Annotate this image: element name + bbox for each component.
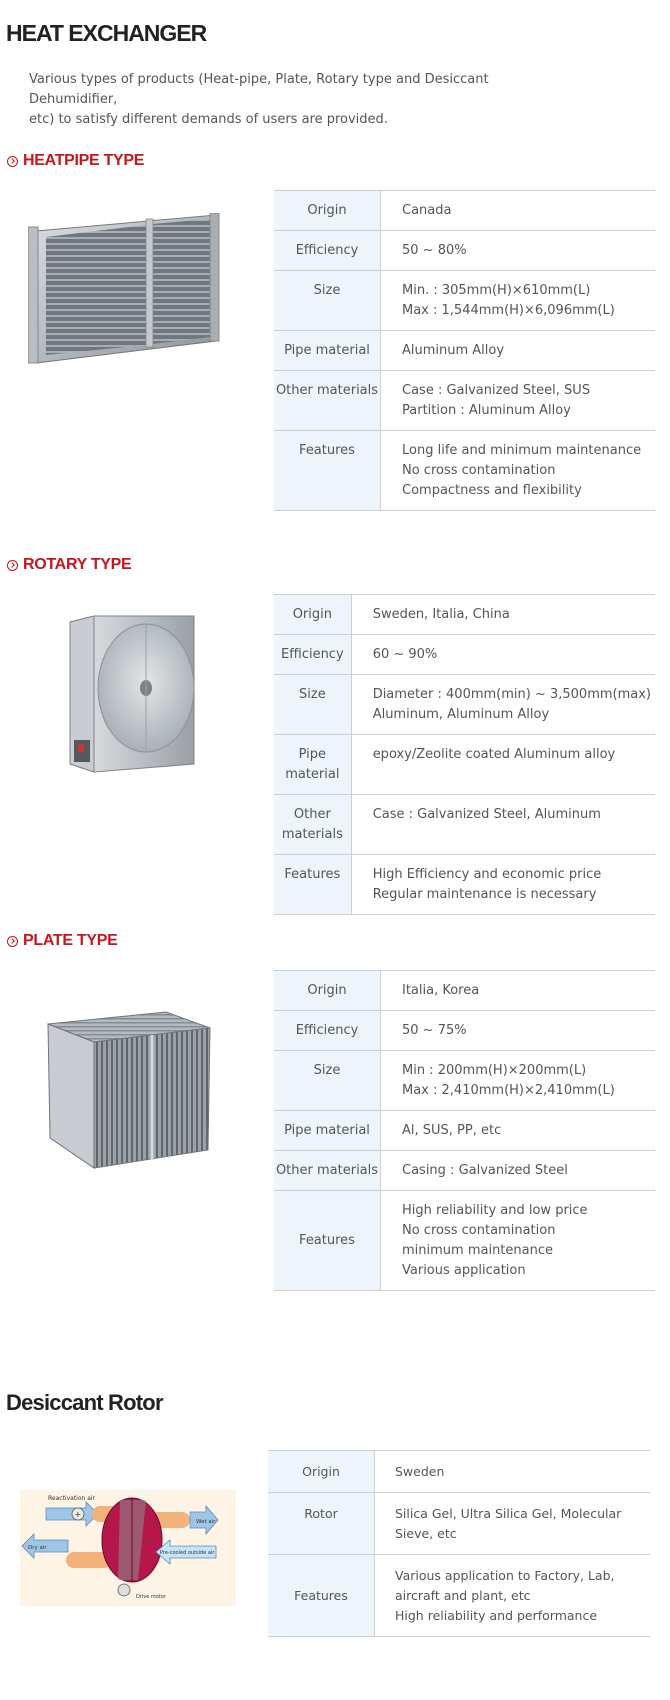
motor-icon — [118, 1584, 130, 1596]
plate-product-image — [46, 1010, 212, 1172]
spec-value: Casing : Galvanized Steel — [402, 1163, 568, 1178]
spec-value: Diameter : 400mm(min) ~ 3,500mm(max) Aluminum, Aluminum Alloy — [372, 687, 651, 722]
spec-label: Other materials — [274, 1151, 381, 1191]
spec-label: Origin — [274, 971, 381, 1011]
spec-label: Efficiency — [274, 1011, 381, 1051]
plate-section-title: PLATE TYPE — [23, 932, 118, 949]
table-row — [274, 1191, 655, 1291]
diagram-label-drive-motor: Drive motor — [136, 1594, 166, 1600]
table-row — [268, 1555, 650, 1637]
heatpipe-section-heading — [7, 152, 144, 170]
rotary-product-image — [68, 614, 196, 776]
table-row — [274, 231, 655, 271]
spec-value: epoxy/Zeolite coated Aluminum alloy — [372, 747, 616, 762]
spec-label: Other materials — [274, 371, 381, 431]
table-row — [268, 1493, 650, 1555]
spec-label: Features — [274, 855, 351, 915]
spec-value: 60 ~ 90% — [372, 647, 438, 662]
spec-value: Sweden — [395, 1464, 445, 1479]
table-row — [274, 271, 655, 331]
desiccant-spec-table — [268, 1450, 650, 1637]
spec-value: Al, SUS, PP, etc — [402, 1123, 502, 1138]
diagram-label-precooled: Pre-cooled outside air — [160, 1550, 215, 1556]
chevron-circle-icon — [7, 156, 18, 167]
spec-value: High reliability and low price No cross contamination minimum maintenance Various application — [402, 1203, 588, 1278]
spec-value: Case : Galvanized Steel, Aluminum — [372, 807, 601, 822]
heatpipe-spec-table — [274, 190, 655, 511]
spec-value: Min : 200mm(H)×200mm(L) Max : 2,410mm(H)×2,410mm(L) — [402, 1063, 615, 1098]
heatpipe-product-image — [28, 213, 228, 373]
table-row — [274, 1011, 655, 1051]
table-row — [274, 795, 655, 855]
diagram-label-dry-air: Dry air — [28, 1545, 47, 1551]
spec-value: 50 ~ 75% — [402, 1023, 467, 1038]
desiccant-rotor-title: Desiccant Rotor — [6, 1390, 163, 1415]
spec-label: Features — [274, 431, 381, 511]
spec-label: Features — [274, 1191, 381, 1291]
diagram-label-wet-air: Wet air — [196, 1519, 216, 1525]
heatpipe-section-title: HEATPIPE TYPE — [23, 152, 145, 169]
chevron-circle-icon — [7, 560, 18, 571]
spec-value: 50 ~ 80% — [402, 243, 467, 258]
spec-value: Long life and minimum maintenance No cross contamination Compactness and flexibility — [402, 443, 642, 498]
spec-value: Aluminum Alloy — [402, 343, 505, 358]
spec-label: Features — [268, 1555, 375, 1637]
table-row — [274, 855, 655, 915]
spec-label: Pipe material — [274, 735, 351, 795]
spec-value: Italia, Korea — [402, 983, 480, 998]
table-row — [274, 971, 655, 1011]
plate-spec-table — [274, 970, 655, 1291]
chevron-circle-icon — [7, 936, 18, 947]
intro-line-1: Various types of products (Heat-pipe, Plate, Rotary type and Desiccant Dehumidifier, — [29, 72, 489, 107]
spec-label: Size — [274, 675, 351, 735]
table-row — [274, 1111, 655, 1151]
spec-label: Other materials — [274, 795, 351, 855]
plate-section-heading — [7, 932, 118, 950]
spec-value: Silica Gel, Ultra Silica Gel, Molecular Sieve, etc — [395, 1506, 622, 1541]
rotary-section-heading — [7, 556, 131, 574]
diagram-label-reactivation: Reactivation air — [48, 1495, 96, 1502]
desiccant-rotor-diagram — [20, 1490, 236, 1606]
rotary-section-title: ROTARY TYPE — [23, 556, 132, 573]
page-title: HEAT EXCHANGER — [6, 20, 207, 46]
spec-label: Efficiency — [274, 635, 351, 675]
table-row — [274, 1051, 655, 1111]
table-row — [274, 371, 655, 431]
table-row — [274, 675, 655, 735]
spec-value: Case : Galvanized Steel, SUS Partition : Aluminum Alloy — [402, 383, 591, 418]
table-row — [268, 1451, 650, 1493]
spec-label: Pipe material — [274, 331, 381, 371]
spec-value: High Efficiency and economic price Regular maintenance is necessary — [372, 867, 602, 902]
spec-value: Min. : 305mm(H)×610mm(L) Max : 1,544mm(H)×6,096mm(L) — [402, 283, 615, 318]
spec-label: Origin — [274, 191, 381, 231]
intro-text — [29, 70, 549, 130]
table-row — [274, 1151, 655, 1191]
svg-text:+: + — [74, 1510, 82, 1519]
table-row — [274, 635, 655, 675]
rotary-spec-table — [274, 594, 655, 915]
intro-line-2: etc) to satisfy different demands of users are provided. — [29, 112, 388, 127]
spec-label: Size — [274, 1051, 381, 1111]
spec-label: Origin — [268, 1451, 375, 1493]
spec-value: Sweden, Italia, China — [372, 607, 510, 622]
table-row — [274, 331, 655, 371]
spec-label: Size — [274, 271, 381, 331]
table-row — [274, 595, 655, 635]
spec-value: Various application to Factory, Lab, aircraft and plant, etc High reliability and performance — [395, 1568, 615, 1623]
table-row — [274, 191, 655, 231]
spec-label: Pipe material — [274, 1111, 381, 1151]
table-row — [274, 431, 655, 511]
table-row — [274, 735, 655, 795]
spec-label: Rotor — [268, 1493, 375, 1555]
spec-label: Efficiency — [274, 231, 381, 271]
spec-label: Origin — [274, 595, 351, 635]
spec-value: Canada — [402, 203, 452, 218]
